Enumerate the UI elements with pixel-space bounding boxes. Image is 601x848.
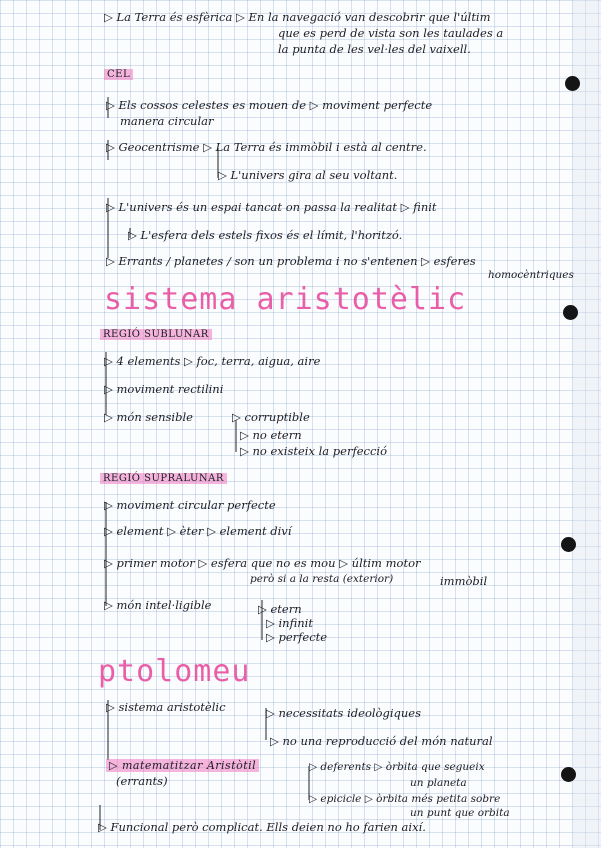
title-sistema-aristotelic: sistema aristotèlic — [104, 282, 467, 317]
section-heading-supralunar: REGIÓ SUPRALUNAR — [100, 470, 227, 486]
note-line: ▷ Els cossos celestes es mouen de ▷ moviment perfecte — [106, 98, 433, 112]
note-line: un planeta — [410, 777, 467, 789]
note-line: ▷ no existeix la perfecció — [240, 444, 388, 458]
note-line: ▷ L'univers és un espai tancat on passa la realitat ▷ finit — [106, 200, 437, 214]
note-line: manera circular — [120, 114, 214, 128]
note-line: ▷ primer motor ▷ esfera que no es mou ▷ últim motor — [104, 556, 421, 570]
note-line: ▷ moviment rectilini — [104, 382, 224, 396]
note-line: ▷ L'esfera dels estels fixos és el límit, l'horitzó. — [128, 228, 403, 242]
note-line: ▷ etern — [258, 602, 302, 616]
note-line: ▷ deferents ▷ òrbita que segueix — [309, 761, 485, 773]
intro-line: ▷ La Terra és esfèrica ▷ En la navegació van descobrir que l'últim — [104, 10, 491, 24]
note-line: ▷ necessitats ideològiques — [266, 706, 421, 720]
intro-line: la punta de les vel·les del vaixell. — [278, 42, 471, 56]
note-line: immòbil — [440, 574, 488, 588]
note-line: ▷ Geocentrisme ▷ La Terra és immòbil i està al centre. — [106, 140, 427, 154]
note-line: però si a la resta (exterior) — [250, 573, 394, 585]
note-line: ▷ moviment circular perfecte — [104, 498, 276, 512]
section-heading-sublunar: REGIÓ SUBLUNAR — [100, 326, 212, 342]
note-line: ▷ epicicle ▷ òrbita més petita sobre — [309, 793, 501, 805]
note-line: ▷ matematitzar Aristòtil — [106, 758, 259, 773]
note-line: ▷ sistema aristotèlic — [106, 700, 226, 714]
note-line: ▷ 4 elements ▷ foc, terra, aigua, aire — [104, 354, 321, 368]
note-line: ▷ infinit — [266, 616, 313, 630]
note-line: ▷ no etern — [240, 428, 302, 442]
note-line: (errants) — [116, 774, 168, 788]
note-line: un punt que orbita — [410, 807, 510, 819]
note-line: ▷ món sensible — [104, 410, 193, 424]
note-line: ▷ no una reproducció del món natural — [270, 734, 493, 748]
note-line: ▷ L'univers gira al seu voltant. — [218, 168, 398, 182]
note-line: ▷ corruptible — [232, 410, 310, 424]
note-line: ▷ món intel·ligible — [104, 598, 212, 612]
note-line: ▷ element ▷ èter ▷ element diví — [104, 524, 292, 538]
intro-line: que es perd de vista son les taulades a — [278, 26, 504, 40]
note-line: ▷ Funcional però complicat. Ells deien no ho farien així. — [98, 820, 426, 834]
section-heading-cel: CEL — [104, 66, 133, 82]
note-line: homocèntriques — [488, 269, 574, 281]
title-ptolomeu: ptolomeu — [98, 654, 251, 689]
note-line: ▷ Errants / planetes / son un problema i no s'entenen ▷ esferes — [106, 254, 476, 268]
note-line: ▷ perfecte — [266, 630, 328, 644]
